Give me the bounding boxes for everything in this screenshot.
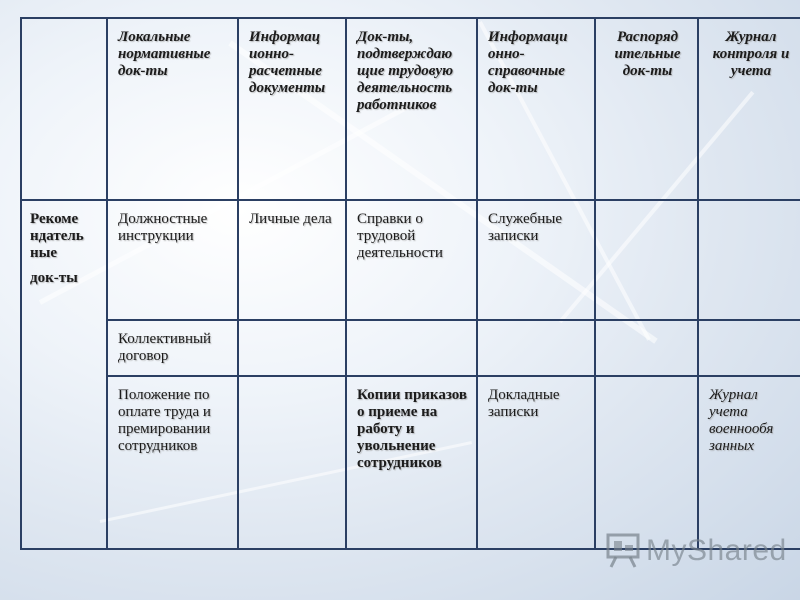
table-cell xyxy=(698,200,800,320)
header-cell-administrative: Распоряд ительные док-ты xyxy=(595,18,698,200)
table-cell: Служебные записки xyxy=(477,200,595,320)
header-cell-empty xyxy=(21,18,107,200)
table-cell: Докладные записки xyxy=(477,376,595,549)
table-cell: Коллективный договор xyxy=(107,320,238,376)
table-cell: Личные дела xyxy=(238,200,346,320)
row-header-recommended xyxy=(21,200,107,549)
table-cell xyxy=(595,200,698,320)
table-cell xyxy=(238,376,346,549)
table-cell xyxy=(346,320,477,376)
table-row xyxy=(21,200,800,320)
header-cell-local-normative: Локальные нормативные док-ты xyxy=(107,18,238,200)
presentation-board-icon xyxy=(606,533,640,569)
table-cell xyxy=(595,376,698,549)
table-row xyxy=(21,376,800,549)
documents-table xyxy=(20,17,800,550)
table-cell: Копии приказов о приеме на работу и увольнение сотрудников xyxy=(346,376,477,549)
watermark-logo xyxy=(606,533,787,569)
table-row xyxy=(21,320,800,376)
header-cell-info-reference: Информаци онно- справочные док-ты xyxy=(477,18,595,200)
header-cell-info-calc: Информац ионно- расчетные документы xyxy=(238,18,346,200)
header-cell-control-journal: Журнал контроля и учета xyxy=(698,18,800,200)
table-cell: Журнал учета военнообя занных xyxy=(698,376,800,549)
row-header-line1: Рекоме ндатель ные xyxy=(30,211,84,261)
table-cell xyxy=(698,320,800,376)
row-header-line2: док-ты xyxy=(30,270,78,286)
table-cell xyxy=(238,320,346,376)
table-cell xyxy=(595,320,698,376)
table-header-row xyxy=(21,18,800,200)
header-cell-work-confirm: Док-ты, подтверждаю щие трудовую деятельность работников xyxy=(346,18,477,200)
table-cell: Справки о трудовой деятельности xyxy=(346,200,477,320)
table-cell: Должностные инструкции xyxy=(107,200,238,320)
table-cell xyxy=(477,320,595,376)
watermark-text: MyShared xyxy=(646,534,787,567)
table-cell: Положение по оплате труда и премировании сотрудников xyxy=(107,376,238,549)
